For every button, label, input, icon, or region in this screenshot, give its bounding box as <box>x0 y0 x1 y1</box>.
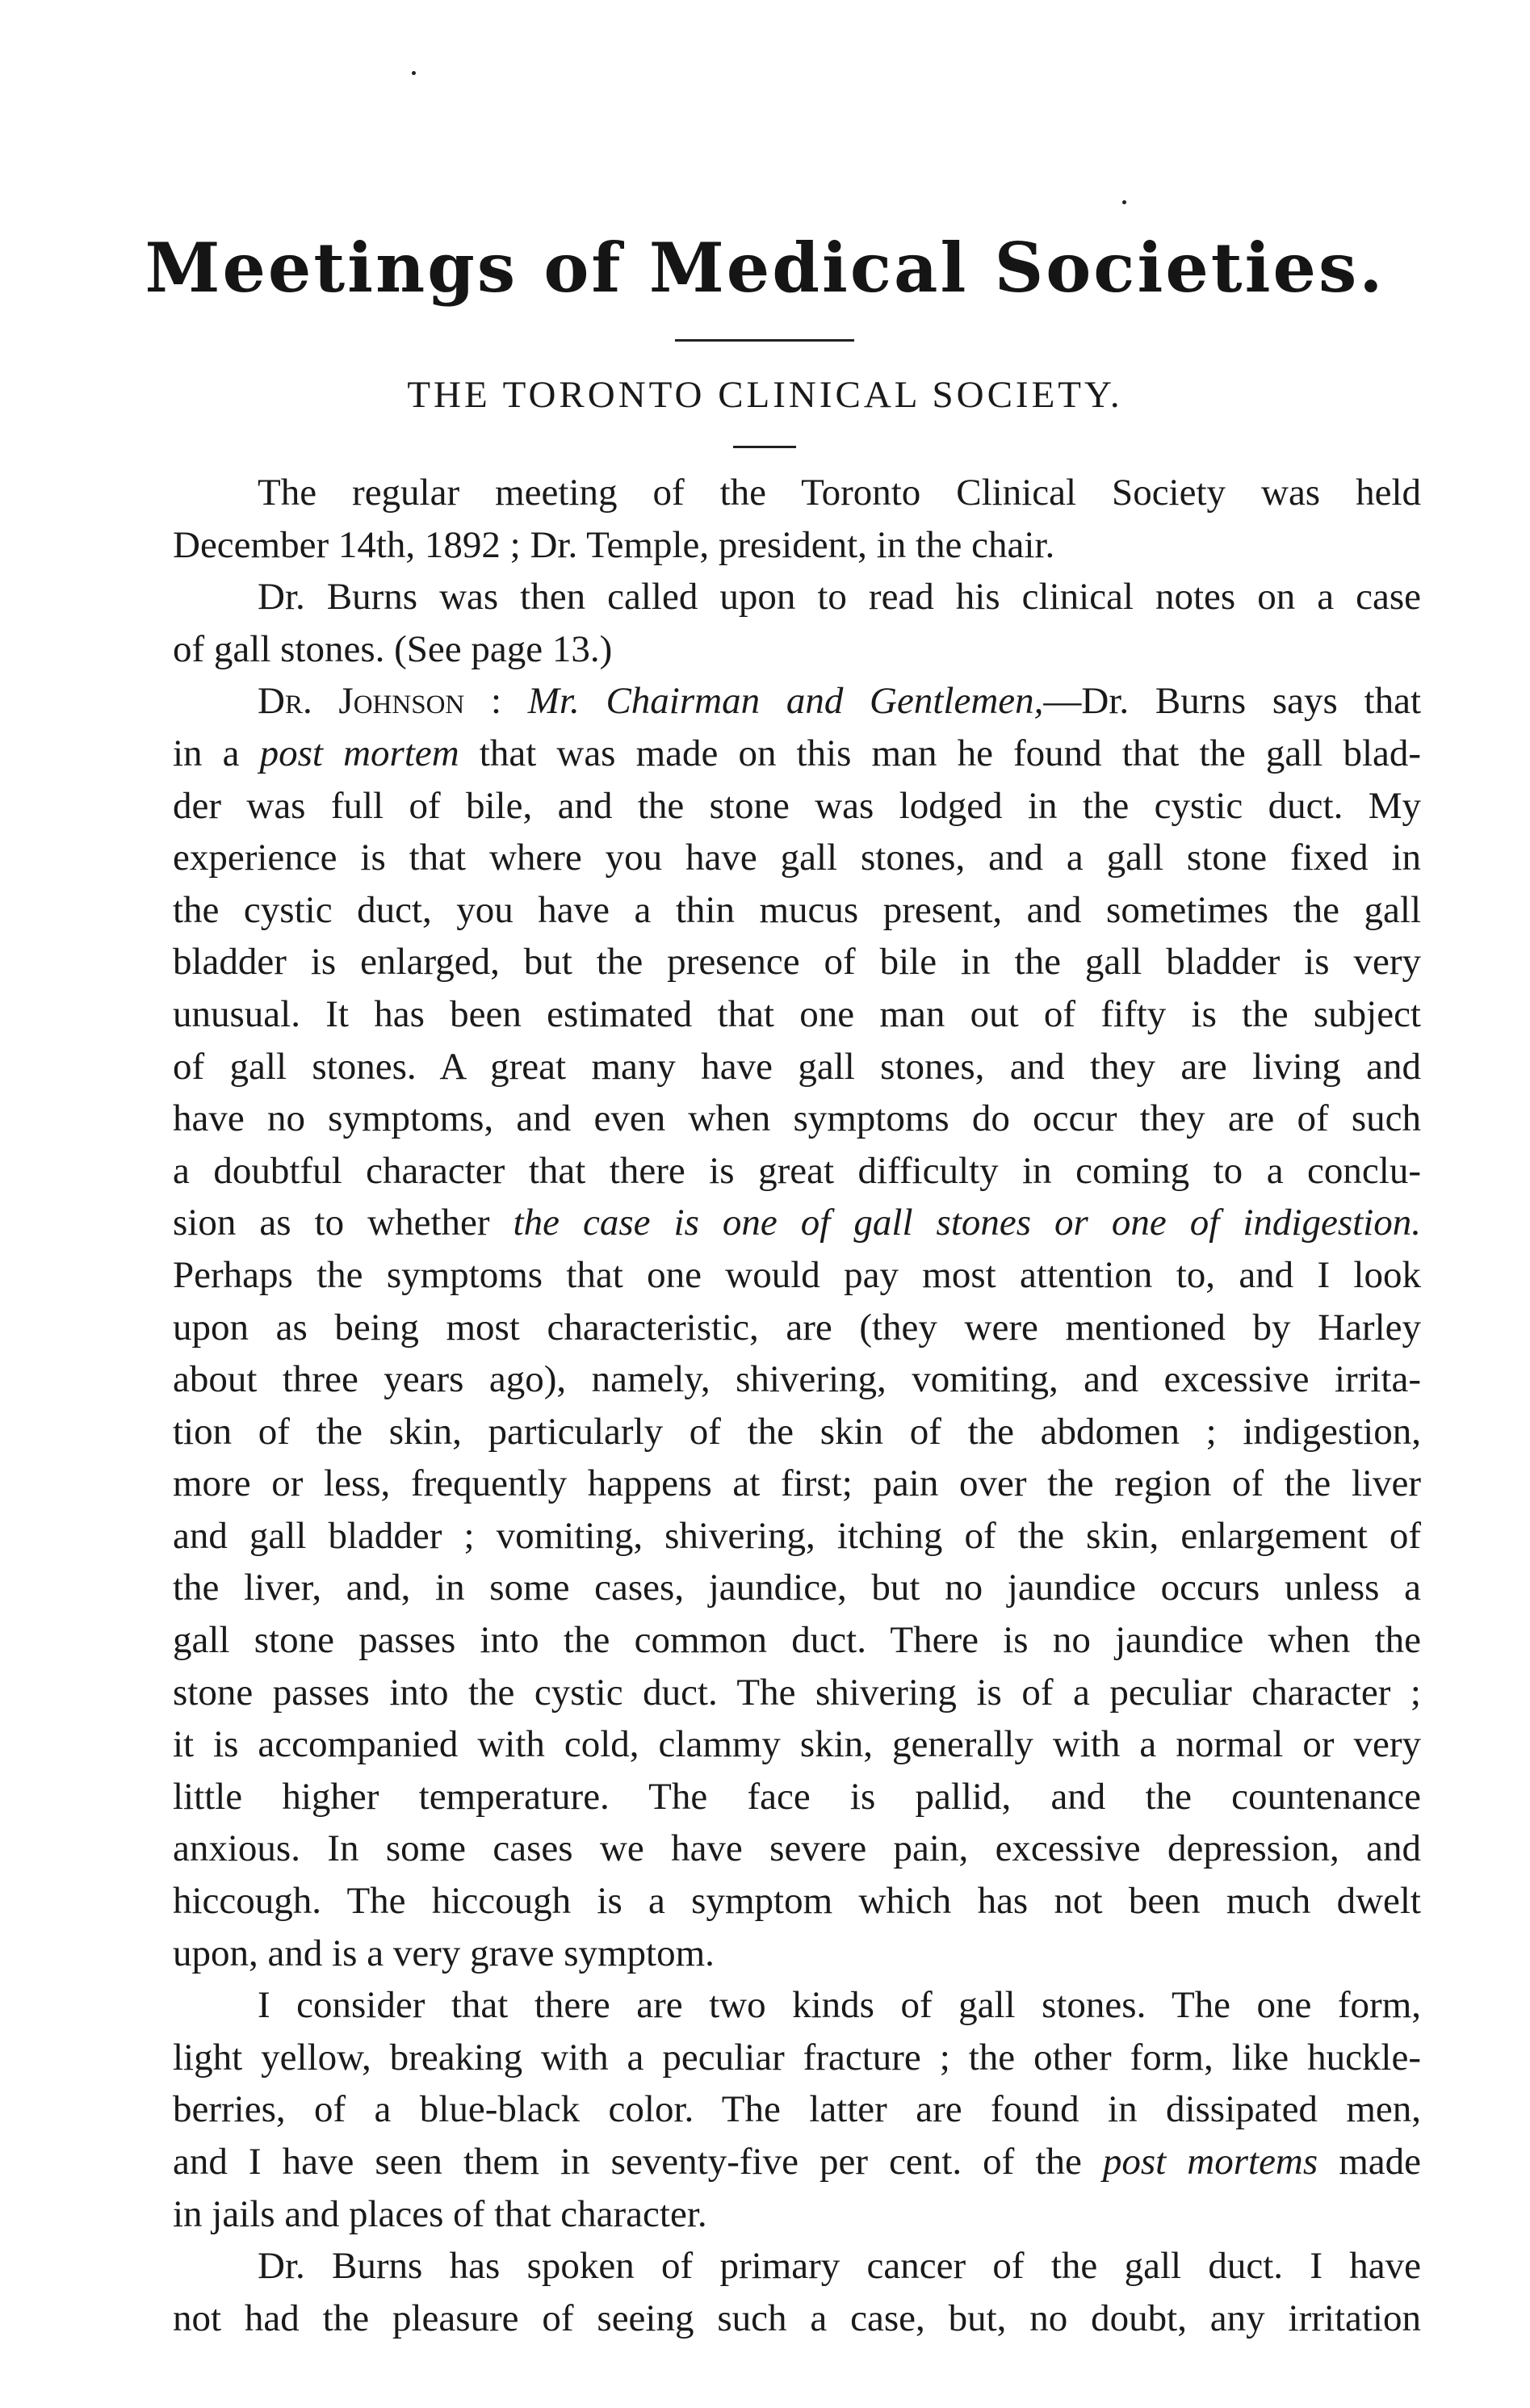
italic-term: post mortems <box>1102 2141 1318 2183</box>
paragraph-cancer <box>173 2240 1421 2344</box>
paragraph-two-kinds <box>173 1979 1421 2240</box>
text-fragment: —Dr. Burns says that <box>1043 680 1422 723</box>
ink-speck <box>1122 200 1126 204</box>
text-line: berries, of a blue-black color. The latter are found in dissipated men, <box>173 2088 1421 2131</box>
text-line: little higher temperature. The face is pallid, and the countenance <box>173 1775 1421 1818</box>
speaker-name: Dr. Johnson : <box>258 680 502 723</box>
text-line: about three years ago), namely, shivering, vomiting, and excessive irrita- <box>173 1358 1421 1401</box>
text-line: the liver, and, in some cases, jaundice, but no jaundice occurs unless a <box>173 1567 1421 1609</box>
text-line <box>173 728 1421 780</box>
text-line: it is accompanied with cold, clammy skin, generally with a normal or very <box>173 1723 1421 1766</box>
society-heading: THE TORONTO CLINICAL SOCIETY. <box>407 374 1123 416</box>
text-fragment: that was made on this man he found that the gall blad- <box>479 732 1422 774</box>
text-line: tion of the skin, particularly of the skin of the abdomen ; indigestion, <box>173 1410 1421 1453</box>
text-line <box>173 1197 1421 1249</box>
text-line: experience is that where you have gall stones, and a gall stone fixed in <box>173 837 1421 879</box>
text-line: upon as being most characteristic, are (they were mentioned by Harley <box>173 1306 1421 1349</box>
text-line: gall stone passes into the common duct. There is no jaundice when the <box>173 1619 1421 1662</box>
text-line <box>173 2136 1421 2188</box>
text-fragment: in a <box>173 732 240 774</box>
text-line: upon, and is a very grave symptom. <box>173 1932 715 1974</box>
text-line: der was full of bile, and the stone was lodged in the cystic duct. My <box>173 784 1421 827</box>
italic-term: post mortem <box>259 732 459 774</box>
text-line: bladder is enlarged, but the presence of bile in the gall bladder is very <box>173 941 1421 984</box>
text-line: have no symptoms, and even when symptoms do occur they are of such <box>173 1097 1421 1140</box>
text-line: in jails and places of that character. <box>173 2192 707 2235</box>
paragraph-burns-notes <box>173 571 1421 675</box>
text-line: hiccough. The hiccough is a symptom which has not been much dwelt <box>173 1880 1421 1923</box>
text-line: stone passes into the cystic duct. The shivering is of a peculiar character ; <box>173 1671 1421 1714</box>
text-line: December 14th, 1892 ; Dr. Temple, president, in the chair. <box>173 523 1055 566</box>
address-phrase: Mr. Chairman and Gentlemen, <box>527 680 1044 723</box>
text-line: of gall stones. (See page 13.) <box>173 627 613 670</box>
text-line: and gall bladder ; vomiting, shivering, itching of the skin, enlargement of <box>173 1514 1421 1557</box>
text-line: The regular meeting of the Toronto Clinical Society was held <box>258 472 1421 514</box>
text-line: light yellow, breaking with a peculiar fracture ; the other form, like huckle- <box>173 2036 1421 2079</box>
text-line: of gall stones. A great many have gall stones, and they are living and <box>173 1045 1421 1088</box>
text-fragment: and I have seen them in seventy-five per cent. of the <box>173 2141 1082 2183</box>
text-line: I consider that there are two kinds of gall stones. The one form, <box>258 1984 1421 2027</box>
text-line: Dr. Burns was then called upon to read his clinical notes on a case <box>258 576 1421 619</box>
text-line: not had the pleasure of seeing such a case, but, no doubt, any irritation <box>173 2297 1421 2339</box>
article-body <box>173 467 1421 2344</box>
italic-phrase: the case is one of gall stones or one of indigestion. <box>513 1202 1421 1244</box>
text-line: Perhaps the symptoms that one would pay most attention to, and I look <box>173 1253 1421 1296</box>
page-title: Meetings of Medical Societies. <box>145 228 1385 308</box>
paragraph-meeting <box>173 467 1421 571</box>
text-line <box>173 675 1421 728</box>
society-rule <box>733 446 796 448</box>
text-line: anxious. In some cases we have severe pain, excessive depression, and <box>173 1827 1421 1870</box>
text-line: unusual. It has been estimated that one man out of fifty is the subject <box>173 992 1421 1035</box>
text-fragment: made <box>1339 2141 1422 2183</box>
text-line: more or less, frequently happens at first; pain over the region of the liver <box>173 1462 1421 1505</box>
text-fragment: sion as to whether <box>173 1202 490 1244</box>
ink-speck <box>412 71 416 75</box>
text-line: Dr. Burns has spoken of primary cancer of the gall duct. I have <box>258 2245 1421 2288</box>
text-line: a doubtful character that there is great difficulty in coming to a conclu- <box>173 1149 1421 1192</box>
paragraph-johnson <box>173 675 1421 1979</box>
text-line: the cystic duct, you have a thin mucus present, and sometimes the gall <box>173 888 1421 931</box>
title-rule <box>675 339 854 342</box>
